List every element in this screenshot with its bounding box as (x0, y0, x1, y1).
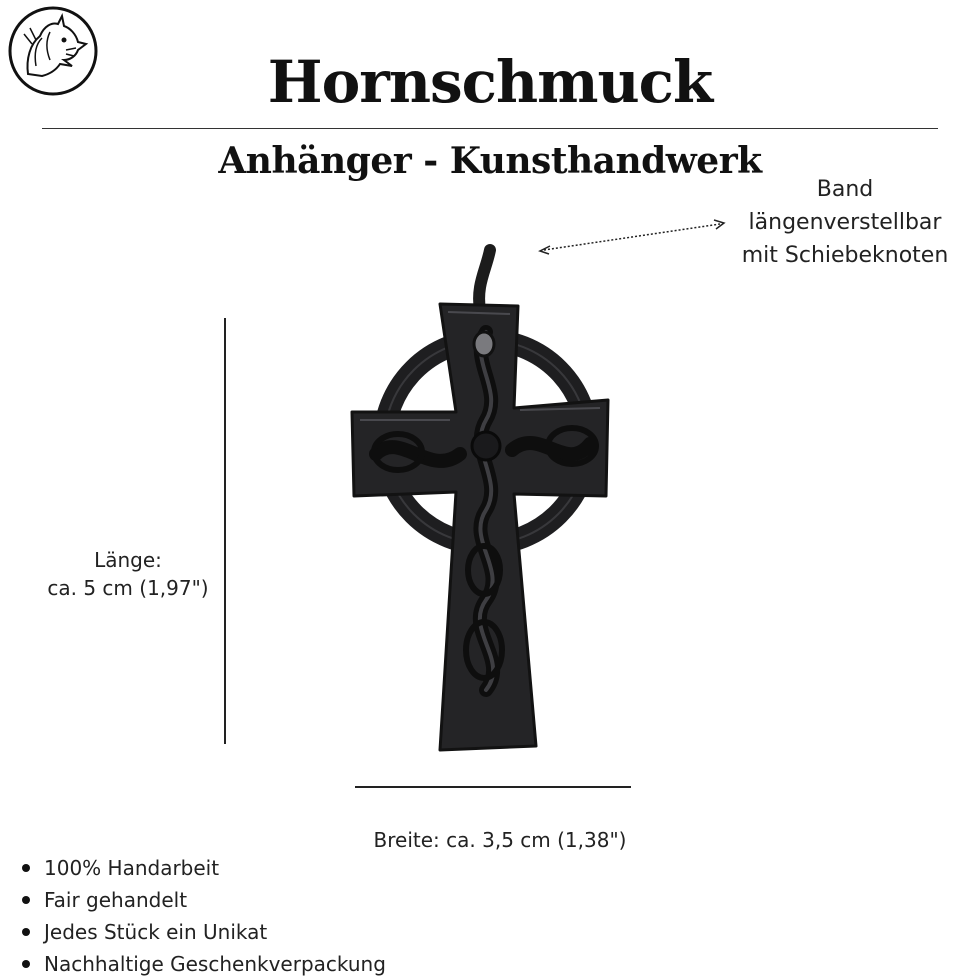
celtic-cross-pendant (340, 240, 630, 770)
width-annotation: Breite: ca. 3,5 cm (1,38") (373, 828, 627, 852)
title-divider (42, 128, 938, 129)
feature-item (20, 916, 386, 948)
band-annotation-line-3: mit Schiebeknoten (741, 243, 949, 268)
feature-text: 100% Handarbeit (44, 856, 220, 880)
feature-item (20, 948, 386, 980)
band-annotation-line-2: längenverstellbar (748, 210, 942, 235)
bullet-icon (22, 896, 30, 904)
band-annotation-line-1: Band (816, 177, 874, 202)
length-dimension-line (224, 318, 226, 744)
feature-item (20, 884, 386, 916)
page-subtitle: Anhänger - Kunsthandwerk (218, 140, 762, 182)
band-annotation (720, 173, 970, 272)
length-annotation (40, 546, 216, 602)
feature-text: Jedes Stück ein Unikat (44, 920, 268, 944)
width-dimension-line (355, 786, 631, 788)
feature-text: Fair gehandelt (44, 888, 188, 912)
feature-item (20, 852, 386, 884)
feature-text: Nachhaltige Geschenkverpackung (44, 952, 386, 976)
page-title: Hornschmuck (267, 48, 713, 116)
length-annotation-line-1: Länge: (94, 548, 162, 572)
feature-list (20, 852, 386, 980)
bullet-icon (22, 864, 30, 872)
bullet-icon (22, 928, 30, 936)
bullet-icon (22, 960, 30, 968)
length-annotation-line-2: ca. 5 cm (1,97") (47, 576, 209, 600)
